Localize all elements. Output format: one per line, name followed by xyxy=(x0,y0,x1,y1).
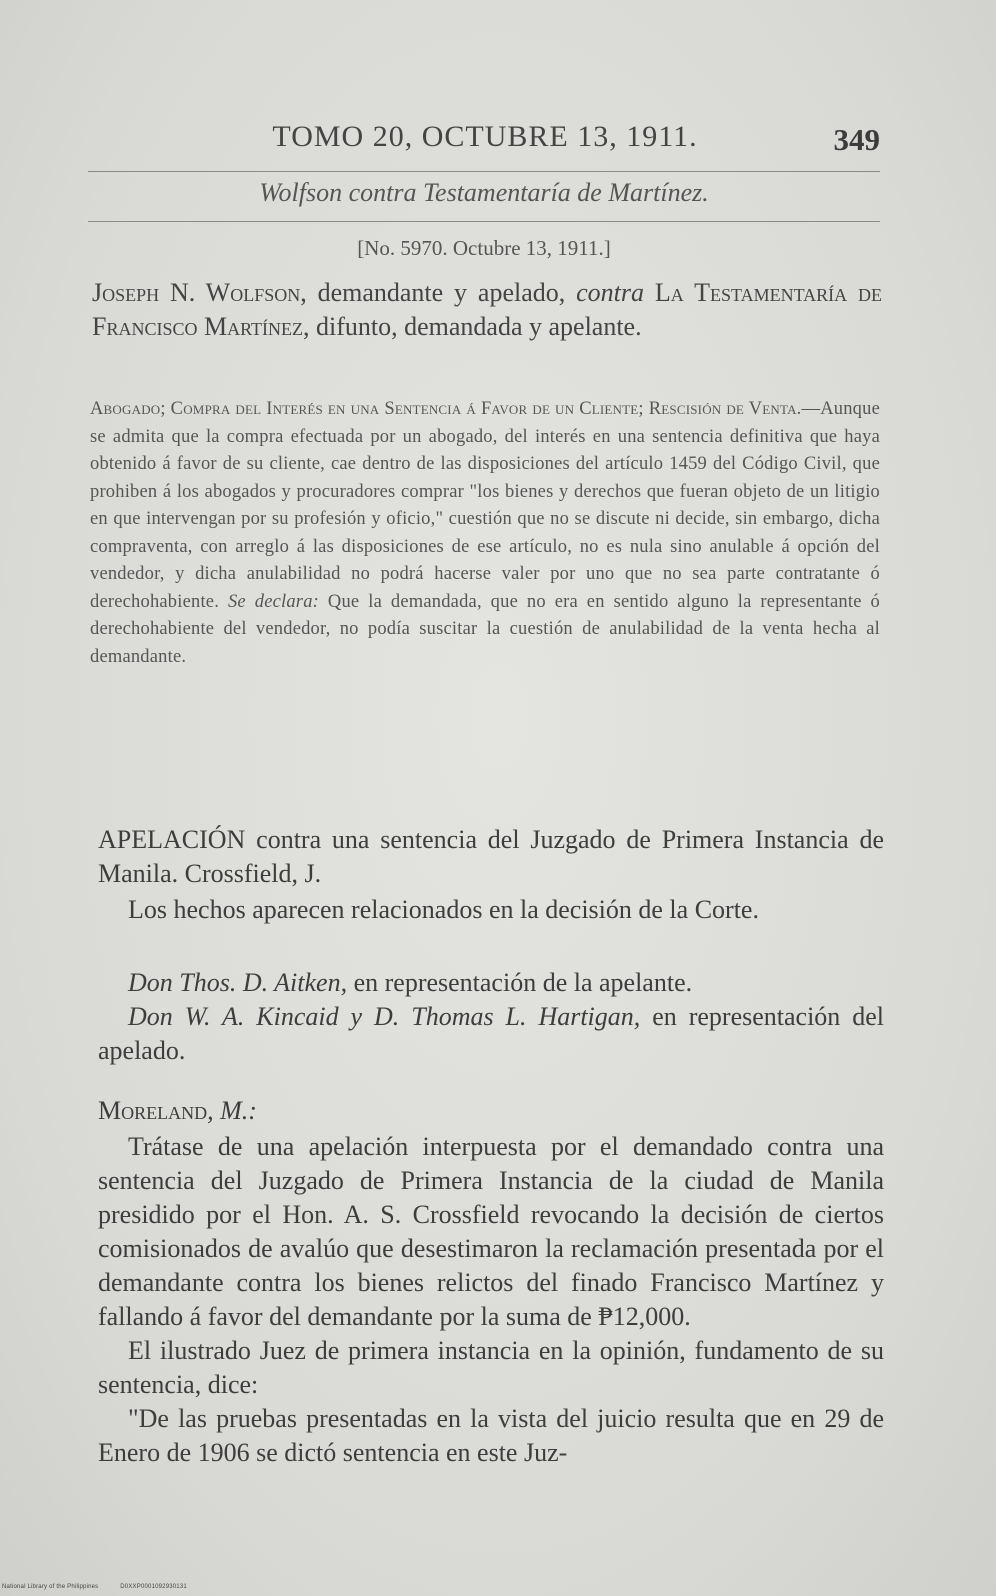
held-text: Que la demandada, que no era en sentido alguno la representante ó derechohabiente del vendedor, no podía suscitar la cuestión de anulabilidad de la venta hecha al demandante. xyxy=(90,591,880,667)
defendant-name: La Testamentaría de Francisco Martínez xyxy=(92,278,883,341)
counsel-appellee xyxy=(98,1000,884,1068)
counsel-appellant xyxy=(98,966,884,1000)
versus: contra xyxy=(576,278,645,307)
footer-identifier: D0XXP0001092930131 xyxy=(120,1584,187,1590)
judge-title: , M.: xyxy=(207,1096,257,1125)
plaintiff-role: , demandante y apelado, xyxy=(300,278,577,307)
held-label: Se declara: xyxy=(227,591,320,612)
opinion-paragraph-3: "De las pruebas presentadas en la vista del juicio resulta que en 29 de Enero de 1906 se dictó sentencia en este Juz- xyxy=(98,1404,884,1467)
syllabus-text: —Aunque se admita que la compra efectuada por un abogado, del interés en una sentencia definitiva que haya obtenido á favor de su cliente, cae dentro de las disposiciones del artículo 1459 del Código Civil, que prohiben á los abogados y procuradores comprar "los bienes y derechos que fueran objeto de un litigio en que intervengan por su profesión y oficio," cuestión que no se discute ni decide, sin embargo, dicha compraventa, con arreglo á las disposiciones de ese artículo, no es nula sino anulable á opción del vendedor, y dicha anulabilidad no podrá hacerse valer por uno que no sea parte contratante ó derechohabiente. xyxy=(90,399,880,612)
case-caption: Wolfson contra Testamentaría de Martínez. xyxy=(259,178,709,207)
appellant-counsel-role: en representación de la apelante. xyxy=(347,968,693,997)
syllabus xyxy=(90,396,880,671)
scan-footer xyxy=(2,1584,207,1590)
appellee-counsel-names: Don W. A. Kincaid y D. Thomas L. Hartigan, xyxy=(128,1002,641,1031)
parties-block xyxy=(92,276,882,344)
plaintiff-name: Joseph N. Wolfson xyxy=(92,278,301,307)
judge-name: Moreland xyxy=(98,1096,208,1125)
opinion-paragraph-1: Trátase de una apelación interpuesta por el demandado contra una sentencia del Juzgado de Primera Instancia de la ciudad de Manila presidido por el Hon. A. S. Crossfield revocando la decisión de ciertos comisionados de avalúo que desestimaron la reclamación presentada por el demandante contra los bienes relictos del finado Francisco Martínez y fallando á favor del demandante por la suma de ₱12,000. xyxy=(98,1132,884,1331)
appeal-line xyxy=(98,823,884,891)
judge-line xyxy=(98,1094,884,1128)
appeal-text: contra una sentencia del Juzgado de Primera Instancia de Manila. Crossfield, J. xyxy=(98,825,884,888)
header-rule-bottom xyxy=(88,221,880,222)
counsel-block xyxy=(98,966,884,1068)
opinion xyxy=(98,1130,884,1470)
page-number: 349 xyxy=(833,122,880,157)
footer-library: National Library of the Philippines xyxy=(2,1584,99,1590)
opinion-paragraph-2: El ilustrado Juez de primera instancia en la opinión, fundamento de su sentencia, dice: xyxy=(98,1336,884,1399)
appeal-label: APELACIÓN xyxy=(98,825,246,854)
appellant-counsel-names: Don Thos. D. Aitken, xyxy=(128,968,348,997)
facts-paragraph: Los hechos aparecen relacionados en la decisión de la Corte. xyxy=(128,895,759,924)
header-rule-top xyxy=(88,171,880,172)
running-title: TOMO 20, OCTUBRE 13, 1911. xyxy=(272,120,698,153)
docket-number: [No. 5970. Octubre 13, 1911.] xyxy=(357,236,611,260)
running-head xyxy=(90,120,880,164)
defendant-role: , difunto, demandada y apelante. xyxy=(303,312,642,341)
syllabus-headnote: Abogado; Compra del Interés en una Sentencia á Favor de un Cliente; Rescisión de Venta. xyxy=(90,399,802,419)
appellee-counsel-role: en representación del apelado. xyxy=(98,1002,885,1065)
